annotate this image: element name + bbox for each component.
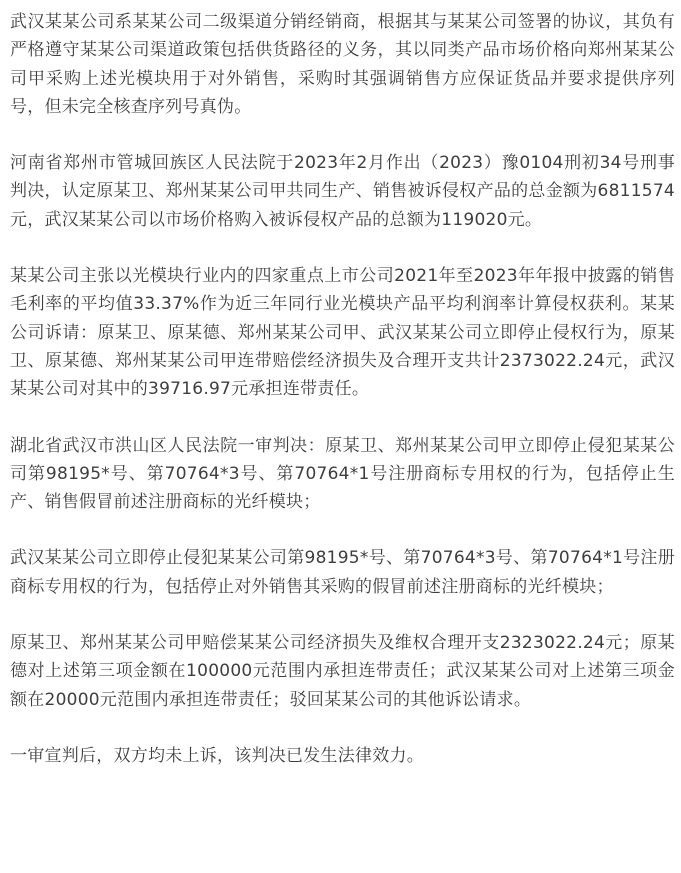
paragraph-gap	[10, 714, 675, 742]
paragraph-compensation: 原某卫、郑州某某公司甲赔偿某某公司经济损失及维权合理开支2323022.24元；原某德对上述第三项金额在100000元范围内承担连带责任；武汉某某公司对上述第三项金额在20000元范围内承担连带责任；驳回某某公司的其他诉讼请求。	[10, 633, 675, 710]
paragraph-gap	[10, 516, 675, 544]
paragraph-wuhan-company-order: 武汉某某公司立即停止侵犯某某公司第98195*号、第70764*3号、第70764*1号注册商标专用权的行为，包括停止对外销售其采购的假冒前述注册商标的光纤模块；	[10, 548, 675, 597]
paragraph-gap	[10, 601, 675, 629]
paragraph-claims: 某某公司主张以光模块行业内的四家重点上市公司2021年至2023年年报中披露的销售毛利率的平均值33.37%作为近三年同行业光模块产品平均利润率计算侵权获利。某某公司诉请：原某卫、原某德、郑州某某公司甲、武汉某某公司立即停止侵权行为，原某卫、原某德、郑州某某公司甲连带赔偿经济损失及合理开支共计2373022.24元，武汉某某公司对其中的39716.97元承担连带责任。	[10, 266, 675, 400]
paragraph-gap	[10, 234, 675, 262]
paragraph-gap	[10, 404, 675, 432]
paragraph-criminal-judgment: 河南省郑州市管城回族区人民法院于2023年2月作出（2023）豫0104刑初34号刑事判决，认定原某卫、郑州某某公司甲共同生产、销售被诉侵权产品的总金额为6811574元，武汉某某公司以市场价格购入被诉侵权产品的总额为119020元。	[10, 153, 675, 230]
paragraph-first-instance-judgment: 湖北省武汉市洪山区人民法院一审判决：原某卫、郑州某某公司甲立即停止侵犯某某公司第98195*号、第70764*3号、第70764*1号注册商标专用权的行为，包括停止生产、销售假冒前述注册商标的光纤模块；	[10, 435, 675, 513]
paragraph-gap	[10, 121, 675, 149]
paragraph-channel-distributor: 武汉某某公司系某某公司二级渠道分销经销商，根据其与某某公司签署的协议，其负有严格遵守某某公司渠道政策包括供货路径的义务，其以同类产品市场价格向郑州某某公司甲采购上述光模块用于对外销售，采购时其强调销售方应保证货品并要求提供序列号，但未完全核查序列号真伪。	[10, 12, 675, 117]
paragraph-final-effect: 一审宣判后，双方均未上诉，该判决已发生法律效力。	[10, 745, 424, 766]
